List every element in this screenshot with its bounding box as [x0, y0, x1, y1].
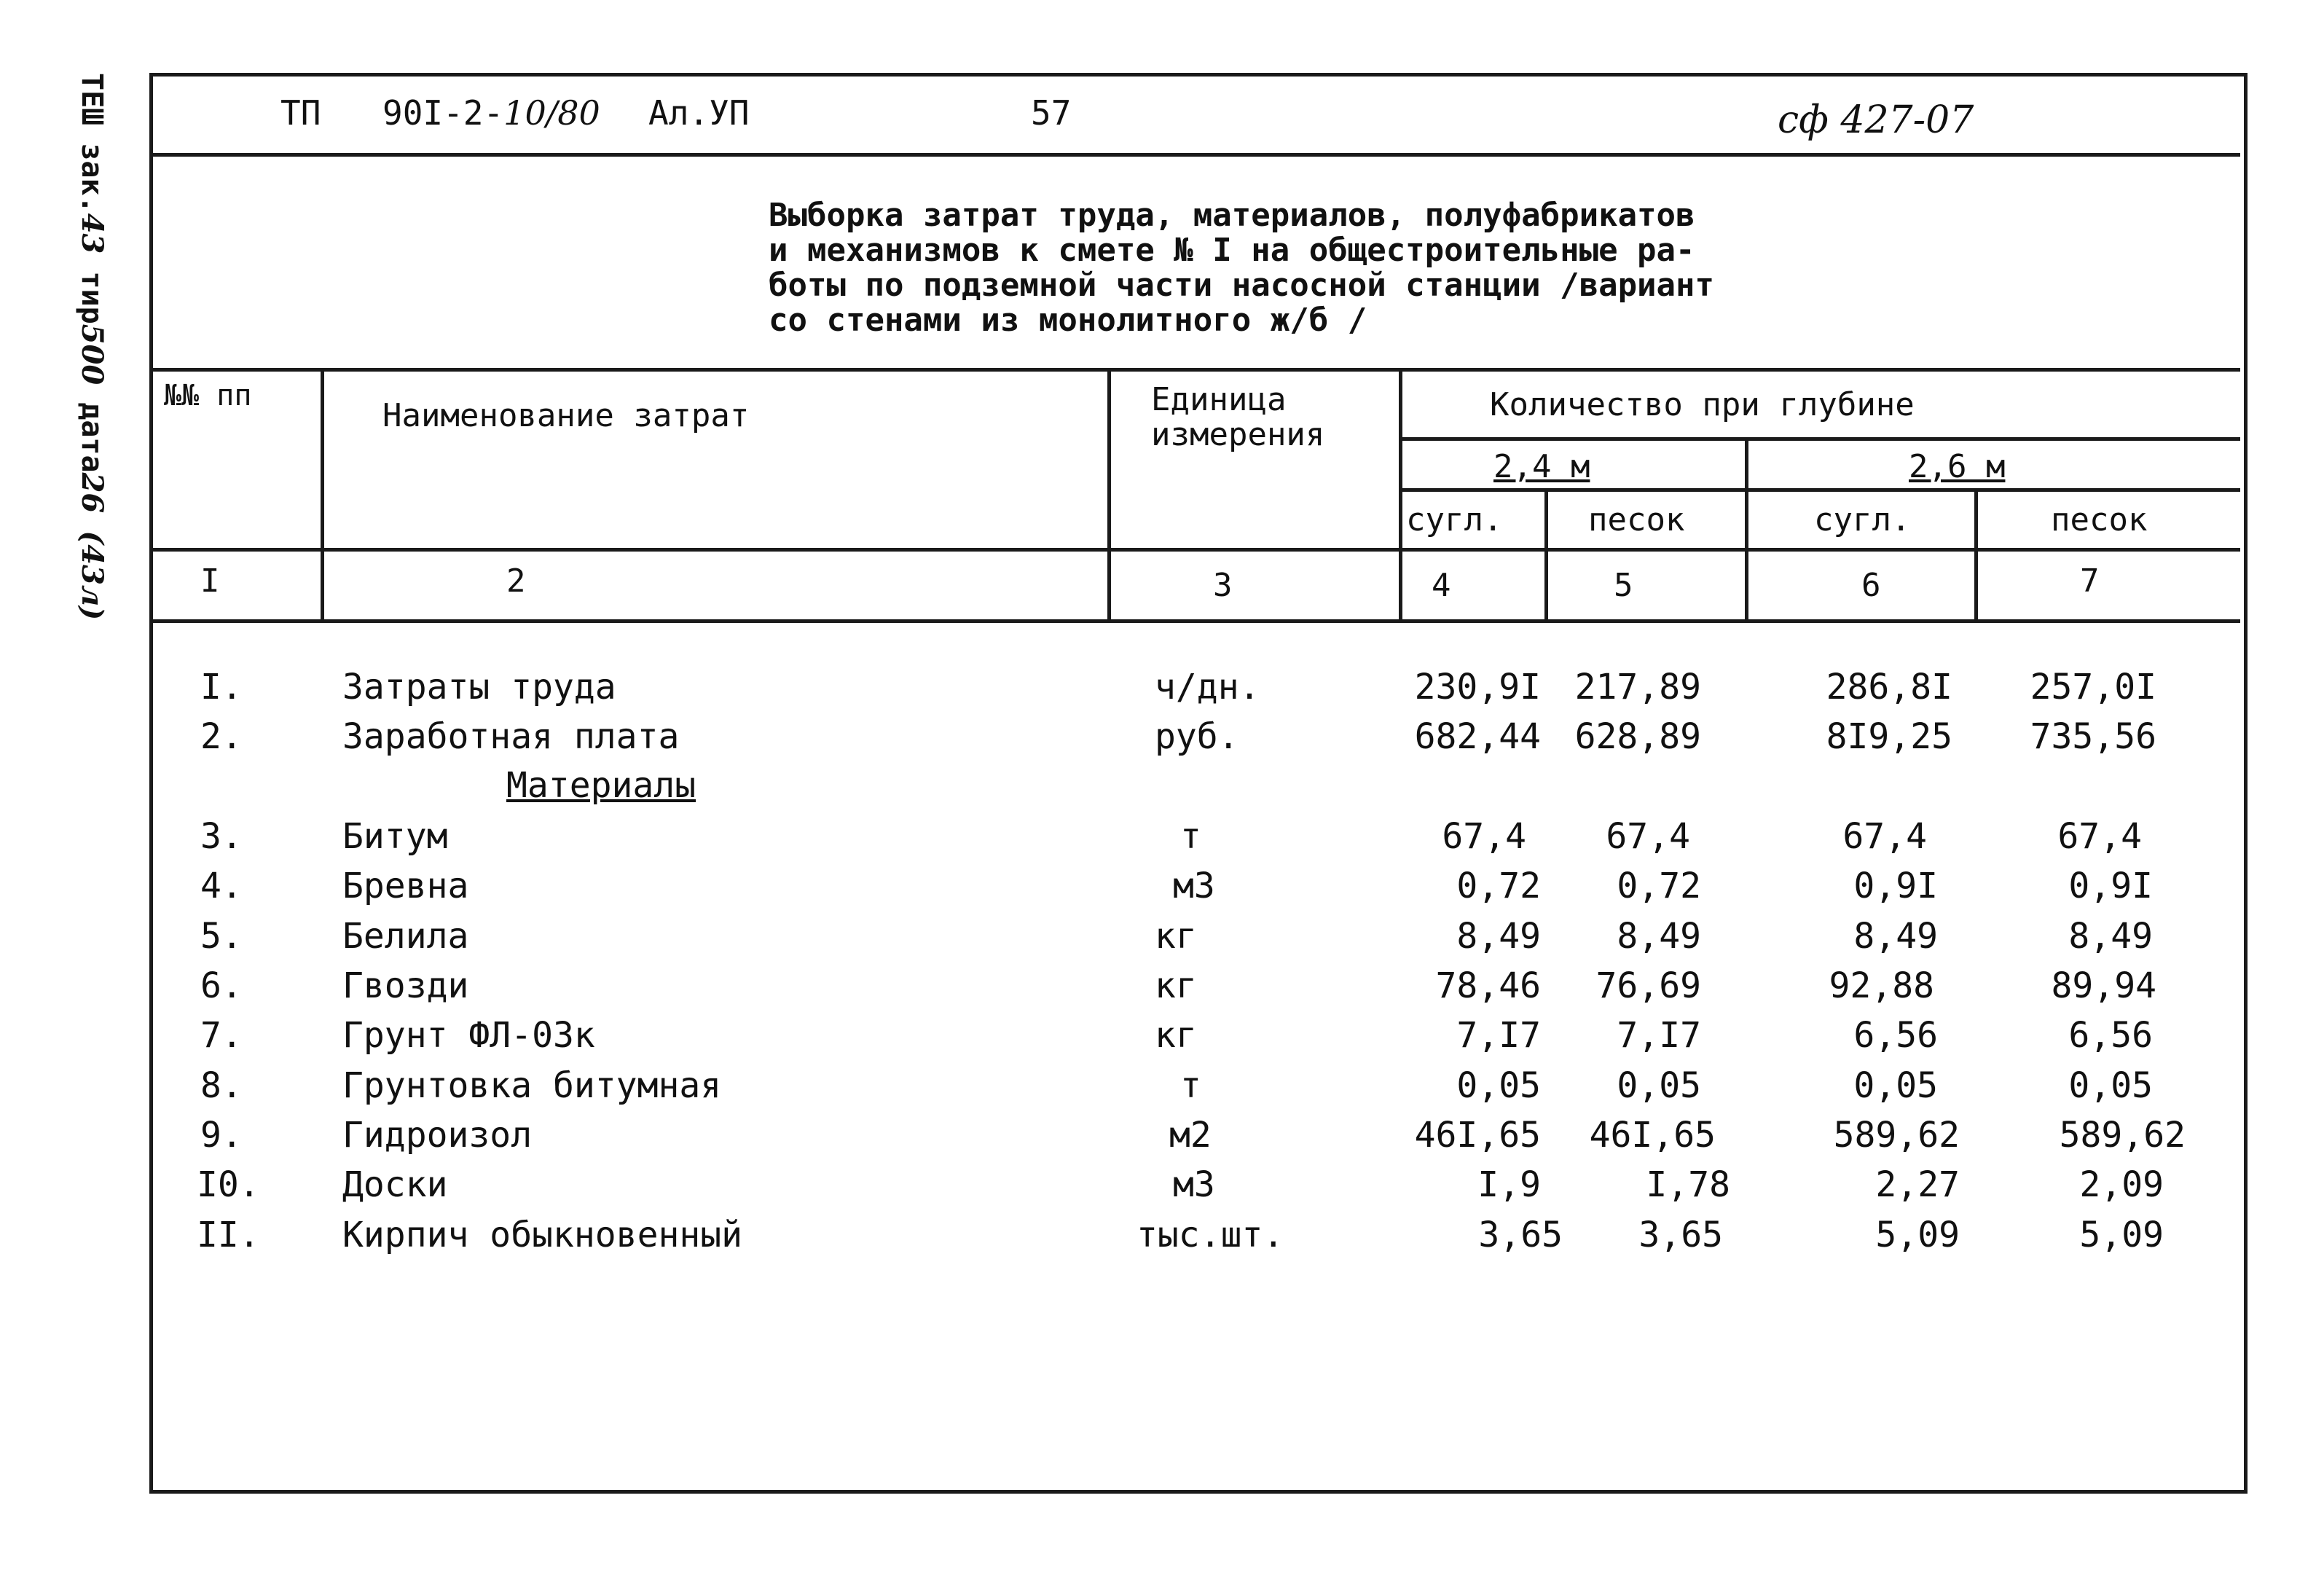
row-num: II.	[197, 1215, 260, 1255]
row-value-4: 0,05	[1456, 1065, 1541, 1106]
row-name: Гвозди	[342, 965, 469, 1006]
side-note-mid: тир	[75, 271, 109, 324]
series-code: ТП	[280, 93, 321, 133]
col-number-bottom-border	[149, 619, 2240, 623]
header-depth-2: 2,6 м	[1909, 448, 2006, 485]
title-line: боты по подземной части насосной станции /вариант	[769, 267, 1715, 304]
col-number-7: 7	[2080, 562, 2100, 600]
row-num: I0.	[197, 1164, 260, 1205]
row-value-7: 589,62	[2059, 1115, 2186, 1156]
row-value-4: 3,65	[1478, 1215, 1563, 1255]
document-title	[769, 198, 1714, 338]
col-divider-depth	[1745, 437, 1748, 623]
row-name: Заработная плата	[342, 716, 680, 757]
row-value-7: 0,9I	[2068, 866, 2153, 906]
col-number-top-border	[149, 548, 2240, 552]
row-num: 9.	[200, 1115, 243, 1156]
row-num: 8.	[200, 1065, 243, 1106]
row-value-6: 92,88	[1829, 965, 1934, 1006]
side-registration-note	[75, 73, 109, 620]
depth-header-divider	[1399, 488, 2240, 492]
side-note-print: ТЕШ зак.	[75, 73, 109, 213]
col-number-6: 6	[1861, 567, 1881, 604]
row-value-4: 0,72	[1456, 866, 1541, 906]
row-unit: тыс.шт.	[1137, 1215, 1284, 1255]
side-note-date: дата	[75, 402, 109, 473]
album-label: Ал.УП	[648, 93, 750, 133]
header-col-7: песок	[2051, 501, 2148, 538]
row-num: 3.	[200, 816, 243, 857]
header-unit: Единица измерения	[1151, 381, 1325, 453]
row-value-4: 46I,65	[1414, 1115, 1541, 1156]
row-name: Доски	[342, 1164, 448, 1205]
row-num: 4.	[200, 866, 243, 906]
row-unit: кг	[1155, 916, 1197, 957]
col-divider-unit	[1399, 368, 1402, 623]
row-unit: ч/дн.	[1155, 667, 1260, 707]
row-value-5: 217,89	[1574, 667, 1701, 707]
row-name: Кирпич обыкновенный	[342, 1215, 743, 1255]
col-number-4: 4	[1432, 567, 1451, 604]
title-line: со стенами из монолитного ж/б /	[769, 302, 1367, 339]
row-unit: кг	[1155, 965, 1197, 1006]
row-unit: м2	[1169, 1115, 1212, 1156]
row-value-5: 8,49	[1617, 916, 1701, 957]
row-value-7: 0,05	[2068, 1065, 2153, 1106]
title-line: и механизмов к смете № I на общестроительные ра-	[769, 232, 1695, 269]
row-value-4: I,9	[1477, 1164, 1541, 1205]
row-value-4: 78,46	[1435, 965, 1541, 1006]
row-value-7: 89,94	[2051, 965, 2156, 1006]
project-code-print: 90I-2-	[382, 93, 504, 133]
col-number-1: I	[200, 562, 220, 600]
col-divider-name	[1107, 368, 1111, 623]
row-unit: кг	[1155, 1015, 1197, 1056]
col-number-2: 2	[506, 562, 526, 600]
col-divider-6-7	[1974, 488, 1978, 623]
row-unit: м3	[1173, 1164, 1215, 1205]
row-value-6: 589,62	[1833, 1115, 1960, 1156]
row-name: Затраты труда	[342, 667, 616, 707]
row-value-6: 0,9I	[1853, 866, 1938, 906]
row-value-5: I,78	[1646, 1164, 1730, 1205]
project-code-hand: 10/80	[503, 93, 600, 133]
col-number-3: 3	[1213, 567, 1233, 604]
side-note-date-value: 26	[75, 472, 109, 514]
row-value-6: 67,4	[1842, 816, 1927, 857]
header-qty: Количество при глубине	[1490, 386, 1915, 423]
row-value-6: 5,09	[1875, 1215, 1960, 1255]
side-note-order: 43	[75, 213, 109, 254]
row-num: I.	[200, 667, 243, 707]
row-value-5: 0,05	[1617, 1065, 1701, 1106]
project-code	[382, 93, 600, 133]
row-name: Битум	[342, 816, 448, 857]
row-unit: м3	[1173, 866, 1215, 906]
row-value-7: 257,0I	[2030, 667, 2156, 707]
row-num: 6.	[200, 965, 243, 1006]
row-value-6: 0,05	[1853, 1065, 1938, 1106]
row-value-4: 67,4	[1442, 816, 1526, 857]
row-value-7: 8,49	[2068, 916, 2153, 957]
side-note-pages: (43л)	[75, 530, 109, 621]
row-value-5: 7,I7	[1617, 1015, 1701, 1056]
row-value-5: 0,72	[1617, 866, 1701, 906]
col-number-5: 5	[1614, 567, 1633, 604]
row-unit: руб.	[1155, 716, 1239, 757]
header-name: Наименование затрат	[382, 397, 750, 434]
row-value-6: 8I9,25	[1826, 716, 1952, 757]
row-unit: т	[1180, 816, 1201, 857]
row-num: 5.	[200, 916, 243, 957]
row-value-7: 5,09	[2079, 1215, 2164, 1255]
header-num: №№ пп	[164, 379, 252, 412]
row-name: Бревна	[342, 866, 469, 906]
row-num: 2.	[200, 716, 243, 757]
header-col-6: сугл.	[1814, 501, 1911, 538]
title-line: Выборка затрат труда, материалов, полуфабрикатов	[769, 197, 1695, 234]
row-value-7: 6,56	[2068, 1015, 2153, 1056]
stamp-number: сф 427-07	[1778, 98, 1974, 142]
page-number: 57	[1031, 93, 1072, 133]
row-value-4: 8,49	[1456, 916, 1541, 957]
row-name: Гидроизол	[342, 1115, 533, 1156]
header-col-5: песок	[1588, 501, 1685, 538]
header-depth-1: 2,4 м	[1493, 448, 1590, 485]
row-value-7: 735,56	[2030, 716, 2156, 757]
row-value-5: 3,65	[1638, 1215, 1723, 1255]
row-value-7: 67,4	[2057, 816, 2142, 857]
qty-header-divider	[1399, 437, 2240, 441]
row-name: Белила	[342, 916, 469, 957]
row-unit: т	[1180, 1065, 1201, 1106]
section-materials-label: Материалы	[506, 765, 696, 806]
row-value-5: 76,69	[1595, 965, 1701, 1006]
row-num: 7.	[200, 1015, 243, 1056]
table-top-border	[149, 368, 2240, 372]
header-divider	[149, 153, 2240, 157]
row-name: Грунт ФЛ-03к	[342, 1015, 595, 1056]
side-note-count: 500	[75, 324, 109, 385]
row-value-6: 6,56	[1853, 1015, 1938, 1056]
row-value-6: 286,8I	[1826, 667, 1952, 707]
row-value-4: 682,44	[1414, 716, 1541, 757]
row-value-4: 7,I7	[1456, 1015, 1541, 1056]
row-name: Грунтовка битумная	[342, 1065, 722, 1106]
row-value-4: 230,9I	[1414, 667, 1541, 707]
col-divider-num	[321, 368, 324, 623]
row-value-5: 67,4	[1606, 816, 1690, 857]
row-value-7: 2,09	[2079, 1164, 2164, 1205]
row-value-6: 2,27	[1875, 1164, 1960, 1205]
header-col-4: сугл.	[1406, 501, 1503, 538]
row-value-5: 628,89	[1574, 716, 1701, 757]
col-divider-4-5	[1544, 488, 1548, 623]
row-value-6: 8,49	[1853, 916, 1938, 957]
row-value-5: 46I,65	[1589, 1115, 1716, 1156]
